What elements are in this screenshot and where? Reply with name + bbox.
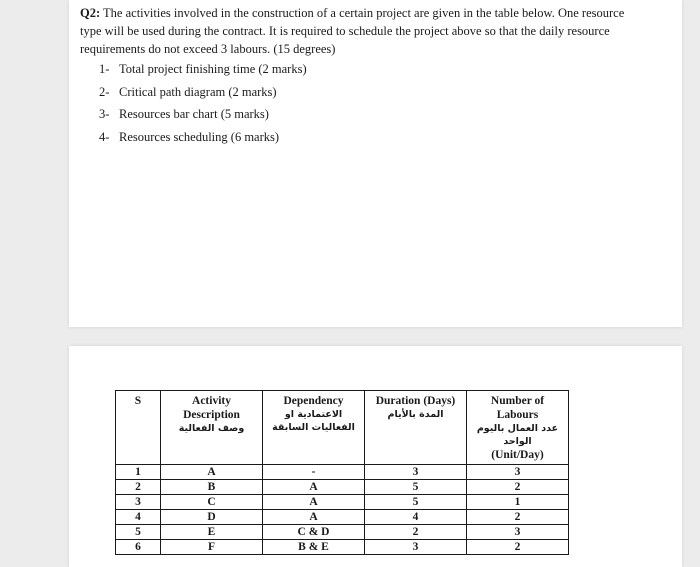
table-header-row xyxy=(116,391,569,465)
header-lab-arabic-2: الواحد xyxy=(503,436,532,447)
task-text: Total project finishing time (2 marks) xyxy=(119,62,307,76)
cell-activity: D xyxy=(161,510,263,525)
header-desc-arabic: وصف الفعالية xyxy=(178,423,245,434)
cell-duration: 3 xyxy=(365,465,467,480)
cell-labours: 2 xyxy=(467,480,569,495)
cell-s: 2 xyxy=(116,480,161,495)
cell-labours: 2 xyxy=(467,510,569,525)
header-duration xyxy=(365,391,467,465)
task-text: Resources scheduling (6 marks) xyxy=(119,129,280,144)
header-desc-line-2: Description xyxy=(183,409,240,421)
cell-dependency: - xyxy=(263,465,365,480)
cell-s: 3 xyxy=(116,495,161,510)
cell-duration: 3 xyxy=(365,540,467,555)
cell-dependency: C & D xyxy=(263,525,365,540)
question-body: The activities involved in the construction of a certain project are given in the table below. One resource type will be used during the contract. It is required to schedule the project above so that the daily resource requirements do not exceed 3 labours. (15 degrees) xyxy=(80,6,625,56)
cell-dependency: A xyxy=(263,510,365,525)
activities-table xyxy=(115,390,569,555)
header-dep-line-1: Dependency xyxy=(283,395,344,407)
cell-duration: 2 xyxy=(365,525,467,540)
table-row xyxy=(116,525,569,540)
header-s: S xyxy=(116,391,161,465)
task-number: 3- xyxy=(99,107,110,121)
header-dep-arabic-1: الاعتمادية او xyxy=(284,409,343,420)
header-activity-description xyxy=(161,391,263,465)
question-text xyxy=(80,4,640,58)
header-dep-arabic-2: الفعاليات السابقة xyxy=(272,422,355,433)
task-number: 2- xyxy=(99,84,110,99)
table-card xyxy=(69,346,682,567)
task-list xyxy=(99,60,307,150)
cell-labours: 3 xyxy=(467,465,569,480)
task-text: Resources bar chart (5 marks) xyxy=(119,107,269,121)
header-dur-line-1: Duration (Days) xyxy=(375,395,456,407)
cell-duration: 4 xyxy=(365,510,467,525)
task-item xyxy=(99,105,307,128)
task-item xyxy=(99,60,307,83)
cell-s: 6 xyxy=(116,540,161,555)
table-row xyxy=(116,540,569,555)
cell-s: 1 xyxy=(116,465,161,480)
cell-labours: 3 xyxy=(467,525,569,540)
question-card xyxy=(69,0,682,327)
header-lab-line-2: Labours xyxy=(496,409,539,421)
header-lab-line-1: Number of xyxy=(490,395,545,407)
task-number: 4- xyxy=(99,129,110,144)
header-labours xyxy=(467,391,569,465)
header-dependency xyxy=(263,391,365,465)
cell-activity: F xyxy=(161,540,263,555)
task-text: Critical path diagram (2 marks) xyxy=(119,84,277,99)
task-item xyxy=(99,128,307,151)
table-row xyxy=(116,480,569,495)
cell-s: 4 xyxy=(116,510,161,525)
task-number: 1- xyxy=(99,62,110,76)
cell-duration: 5 xyxy=(365,480,467,495)
table-row xyxy=(116,510,569,525)
cell-activity: C xyxy=(161,495,263,510)
cell-s: 5 xyxy=(116,525,161,540)
header-dur-arabic: المدة بالأيام xyxy=(387,409,444,420)
cell-duration: 5 xyxy=(365,495,467,510)
cell-dependency: A xyxy=(263,495,365,510)
table-row xyxy=(116,495,569,510)
task-item xyxy=(99,83,307,106)
cell-activity: B xyxy=(161,480,263,495)
cell-dependency: A xyxy=(263,480,365,495)
cell-activity: A xyxy=(161,465,263,480)
header-lab-unit: (Unit/Day) xyxy=(491,449,544,461)
question-label: Q2: xyxy=(80,6,101,20)
header-desc-line-1: Activity xyxy=(192,395,231,407)
cell-labours: 1 xyxy=(467,495,569,510)
cell-activity: E xyxy=(161,525,263,540)
header-lab-arabic-1: عدد العمال باليوم xyxy=(476,423,559,434)
cell-dependency: B & E xyxy=(263,540,365,555)
table-row xyxy=(116,465,569,480)
cell-labours: 2 xyxy=(467,540,569,555)
